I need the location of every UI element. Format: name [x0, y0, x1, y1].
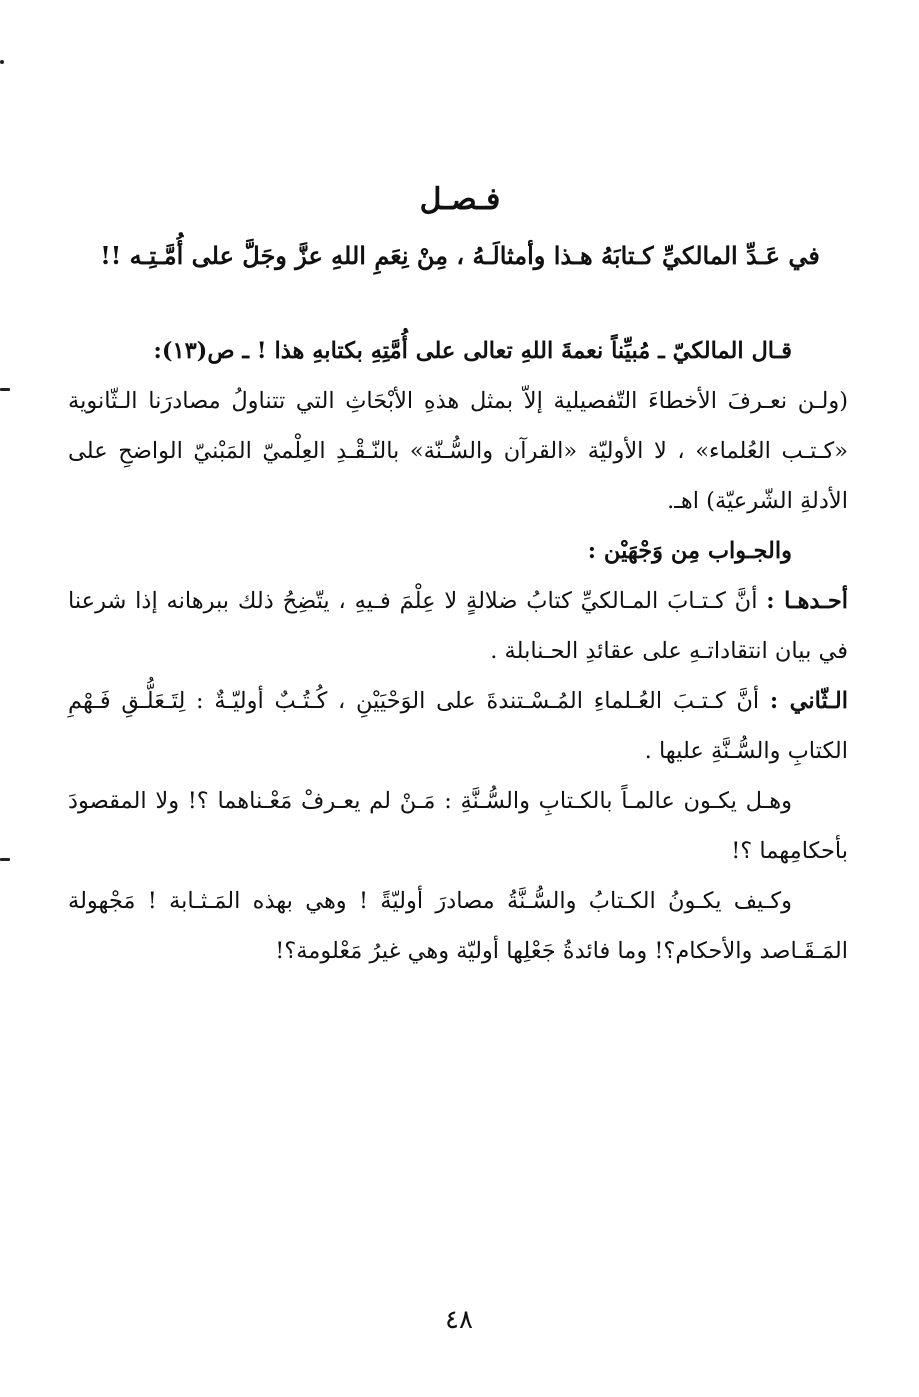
paragraph-text: وهـل يكـون عالمـاً بالكـتابِ والسُّـنَّةِ : مَـنْ لم يعـرفْ مَعْـناهما ؟! ولا المقصودَ بأحكامِهما ؟!	[68, 788, 848, 864]
scan-edge-mark	[0, 60, 4, 64]
paragraph-lead: أحـدهـا :	[766, 588, 848, 614]
page-number: ٤٨	[445, 1305, 473, 1335]
paragraph-second-point	[68, 676, 848, 776]
paragraph-text: (ولـن نعـرفَ الأخطاءَ التّفصيلية إلاّ بمثل هذهِ الأبْحَاثِ التي تتناولُ مصادرَنا الـثّانوية «كـتـب العُلماء» ، لا الأوليّة «القرآن والسُّـنّة» بالنّـقْـدِ العِلْميّ المَبْنيّ الواضحِ على الأدلةِ الشّرعيّة) اهـ.	[68, 388, 848, 514]
paragraph-answer-intro	[68, 526, 848, 576]
paragraph-question-two	[68, 876, 848, 976]
paragraph-lead: قـال المالكيّ ـ مُبيِّناً نعمةَ اللهِ تعالى على أُمَّتِهِ بكتابهِ هذا ! ـ ص(١٣):	[153, 338, 792, 364]
section-subtitle: في عَـدِّ المالكيِّ كـتابَهُ هـذا وأمثالَـهُ ، مِنْ نِعَمِ اللهِ عزَّ وجَلَّ على أُمَّـتِـه !!	[100, 241, 820, 270]
paragraph-lead: والجـواب مِن وَجْهَيْن :	[587, 538, 792, 564]
paragraph-lead: الـثّاني :	[769, 688, 848, 714]
paragraph-text: أنَّ كـتـبَ العُـلماءِ المُـسْـتندةَ على الوَحْيَيْنِ ، كُـتُـبٌ أوليّـةٌ : لِتَـعَلُّـقِ فَـهْمِ الكتابِ والسُّـنَّةِ عليها .	[68, 688, 848, 764]
body-text	[68, 326, 848, 976]
paragraph-quote-intro	[68, 326, 848, 376]
paragraph-quote	[68, 376, 848, 526]
paragraph-text: وكـيف يكـونُ الكـتابُ والسُّـنَّةُ مصادرَ أوليّةً ! وهي بهذه المَـثـابة ! مَجْهولة المَـقَـاصد والأحكام؟! وما فائدةُ جَعْلِها أوليّة وهي غيرُ مَعْلومة؟!	[68, 888, 848, 964]
scan-edge-mark	[0, 388, 10, 391]
scan-edge-mark	[0, 858, 10, 861]
paragraph-first-point	[68, 576, 848, 676]
section-title: فـصـل	[419, 182, 501, 217]
paragraph-text: أنَّ كـتـابَ المـالكيِّ كتابُ ضلالةٍ لا عِلْمَ فـيهِ ، يتّضِحُ ذلك ببرهانه إذا شرعنا في بيان انتقاداتـهِ على عقائدِ الحـنابلة .	[68, 588, 848, 664]
paragraph-question-one	[68, 776, 848, 876]
